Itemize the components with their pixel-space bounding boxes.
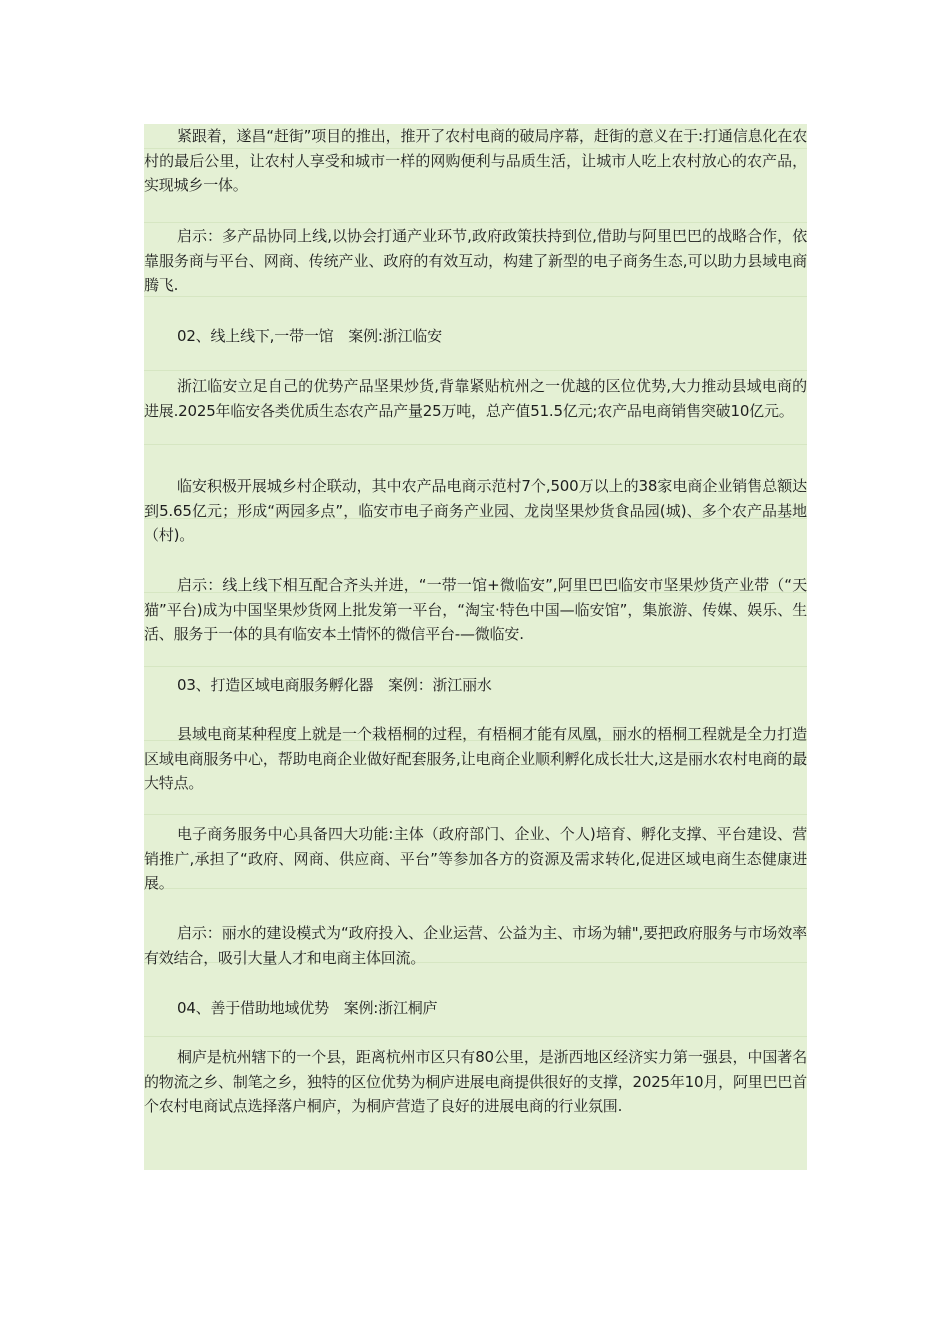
paragraph: 紧跟着，遂昌“赶街”项目的推出，推开了农村电商的破局序幕，赶街的意义在于:打通信息化在农村的最后公里，让农村人享受和城市一样的网购便利与品质生活，让城市人吃上农村放心的农产品，实现城乡一体。 — [144, 127, 807, 194]
rule-line — [144, 1036, 807, 1037]
rule-line — [144, 444, 807, 445]
paragraph: 临安积极开展城乡村企联动，其中农产品电商示范村7个,500万以上的38家电商企业销售总额达到5.65亿元；形成“两园多点”，临安市电子商务产业园、龙岗坚果炒货食品园(城)、多个农产品基地（村)。 — [144, 477, 807, 544]
document-body — [144, 124, 807, 1170]
rule-line — [144, 814, 807, 815]
paragraph: 电子商务服务中心具备四大功能:主体（政府部门、企业、个人)培育、孵化支撑、平台建设、营销推广,承担了“政府、网商、供应商、平台”等参加各方的资源及需求转化,促进区域电商生态健康进展。 — [144, 825, 807, 892]
paragraph: 启示：丽水的建设模式为“政府投入、企业运营、公益为主、市场为辅",要把政府服务与市场效率有效结合，吸引大量人才和电商主体回流。 — [144, 924, 807, 967]
section-heading: 04、善于借助地域优势 案例:浙江桐庐 — [177, 999, 438, 1017]
paragraph: 启示：多产品协同上线,以协会打通产业环节,政府政策扶持到位,借助与阿里巴巴的战略合作，依靠服务商与平台、网商、传统产业、政府的有效互动，构建了新型的电子商务生态,可以助力县域电商腾飞. — [144, 227, 807, 294]
rule-line — [144, 666, 807, 667]
paragraph: 浙江临安立足自己的优势产品坚果炒货,背靠紧贴杭州之一优越的区位优势,大力推动县域电商的进展.2025年临安各类优质生态农产品产量25万吨，总产值51.5亿元;农产品电商销售突破10亿元。 — [144, 377, 807, 420]
paragraph: 启示：线上线下相互配合齐头并进，“一带一馆+微临安”,阿里巴巴临安市坚果炒货产业带（“天猫”平台)成为中国坚果炒货网上批发第一平台，“淘宝·特色中国—临安馆”，集旅游、传媒、娱乐、生活、服务于一体的具有临安本土情怀的微信平台-—微临安. — [144, 576, 807, 643]
paragraph: 桐庐是杭州辖下的一个县，距离杭州市区只有80公里，是浙西地区经济实力第一强县，中国著名的物流之乡、制笔之乡，独特的区位优势为桐庐进展电商提供很好的支撑，2025年10月，阿里巴巴首个农村电商试点选择落户桐庐，为桐庐营造了良好的进展电商的行业氛围. — [144, 1048, 807, 1115]
section-heading: 02、线上线下,一带一馆 案例:浙江临安 — [177, 327, 442, 345]
paragraph: 县域电商某种程度上就是一个栽梧桐的过程，有梧桐才能有凤凰，丽水的梧桐工程就是全力打造区域电商服务中心，帮助电商企业做好配套服务,让电商企业顺利孵化成长壮大,这是丽水农村电商的最大特点。 — [144, 725, 807, 792]
rule-line — [144, 222, 807, 223]
rule-line — [144, 370, 807, 371]
section-heading: 03、打造区域电商服务孵化器 案例：浙江丽水 — [177, 676, 492, 694]
